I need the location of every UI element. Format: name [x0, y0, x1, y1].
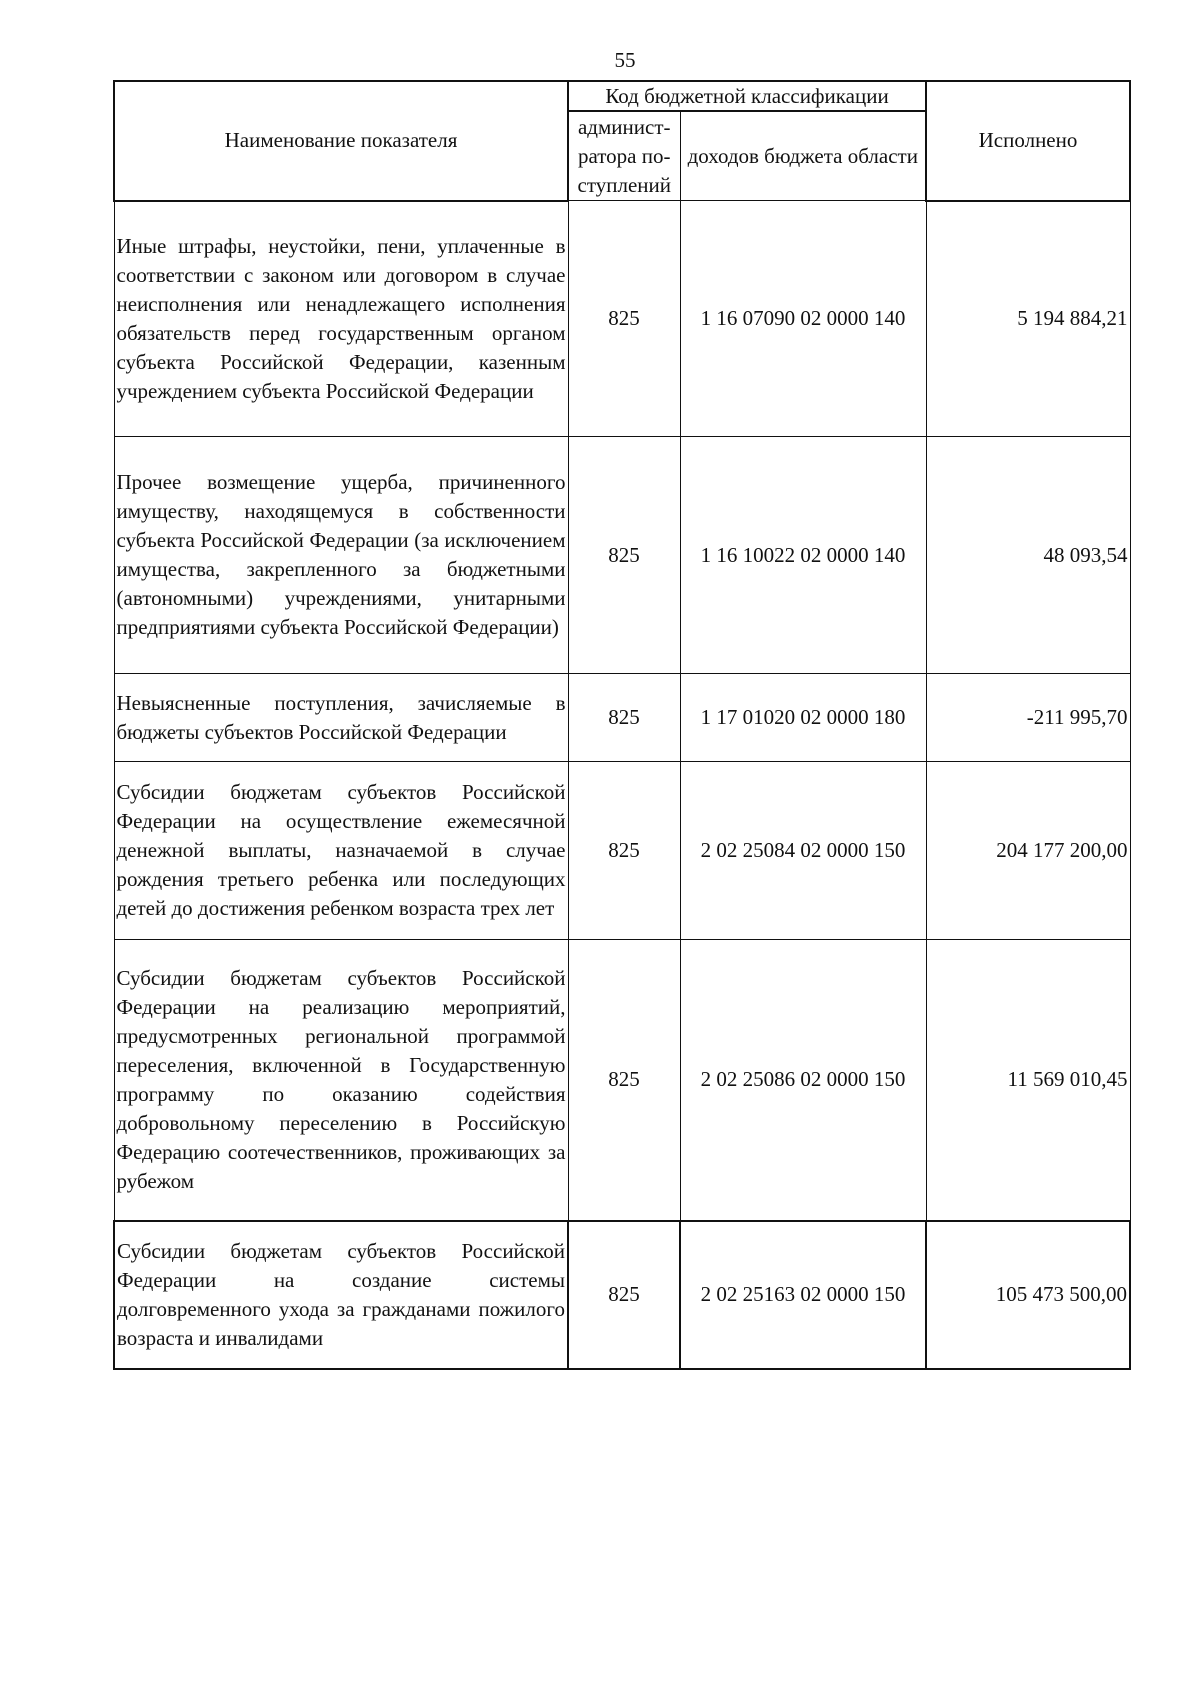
row-revenue-code: 2 02 25163 02 0000 150 [680, 1221, 926, 1369]
row-revenue-code: 2 02 25084 02 0000 150 [680, 762, 926, 940]
header-executed: Исполнено [926, 81, 1130, 201]
row-executed: 5 194 884,21 [926, 201, 1130, 437]
header-revenue-code: доходов бюджета области [680, 111, 926, 201]
row-executed: -211 995,70 [926, 674, 1130, 762]
row-name: Прочее возмещение ущерба, причиненного имуществу, находящемуся в собственности субъекта Российской Федерации (за исключением имущества, закрепленного за бюджетными (автономными) учреждениями, унитарными предприятиями субъекта Российской Федерации) [114, 437, 568, 674]
header-admin: админист-ратора по-ступлений [568, 111, 680, 201]
row-admin-code: 825 [568, 674, 680, 762]
table-row [114, 940, 1130, 1221]
header-row-1 [114, 81, 1130, 111]
row-revenue-code: 1 17 01020 02 0000 180 [680, 674, 926, 762]
row-admin-code: 825 [568, 762, 680, 940]
row-name: Субсидии бюджетам субъектов Российской Федерации на реализацию мероприятий, предусмотренных региональной программой переселения, включенной в Государственную программу по оказанию содействия добровольному переселению в Российскую Федерацию соотечественников, проживающих за рубежом [114, 940, 568, 1221]
table-row [114, 1221, 1130, 1369]
table-row [114, 674, 1130, 762]
table-row [114, 437, 1130, 674]
page-number: 55 [614, 48, 636, 72]
row-admin-code: 825 [568, 437, 680, 674]
header-name: Наименование показателя [114, 81, 568, 201]
row-revenue-code: 1 16 10022 02 0000 140 [680, 437, 926, 674]
row-name: Субсидии бюджетам субъектов Российской Федерации на осуществление ежемесячной денежной выплаты, назначаемой в случае рождения третьего ребенка или последующих детей до достижения ребенком возраста трех лет [114, 762, 568, 940]
budget-table [113, 80, 1131, 1370]
table-row [114, 201, 1130, 437]
row-name: Невыясненные поступления, зачисляемые в бюджеты субъектов Российской Федерации [114, 674, 568, 762]
row-admin-code: 825 [568, 940, 680, 1221]
row-admin-code: 825 [568, 1221, 680, 1369]
table-row [114, 762, 1130, 940]
row-name: Субсидии бюджетам субъектов Российской Федерации на создание системы долговременного ухода за гражданами пожилого возраста и инвалидами [114, 1221, 568, 1369]
row-executed: 48 093,54 [926, 437, 1130, 674]
row-admin-code: 825 [568, 201, 680, 437]
row-name: Иные штрафы, неустойки, пени, уплаченные в соответствии с законом или договором в случае неисполнения или ненадлежащего исполнения обязательств перед государственным органом субъекта Российской Федерации, казенным учреждением субъекта Российской Федерации [114, 201, 568, 437]
row-revenue-code: 2 02 25086 02 0000 150 [680, 940, 926, 1221]
row-executed: 11 569 010,45 [926, 940, 1130, 1221]
header-code-group: Код бюджетной классификации [568, 81, 926, 111]
row-executed: 105 473 500,00 [926, 1221, 1130, 1369]
row-revenue-code: 1 16 07090 02 0000 140 [680, 201, 926, 437]
row-executed: 204 177 200,00 [926, 762, 1130, 940]
